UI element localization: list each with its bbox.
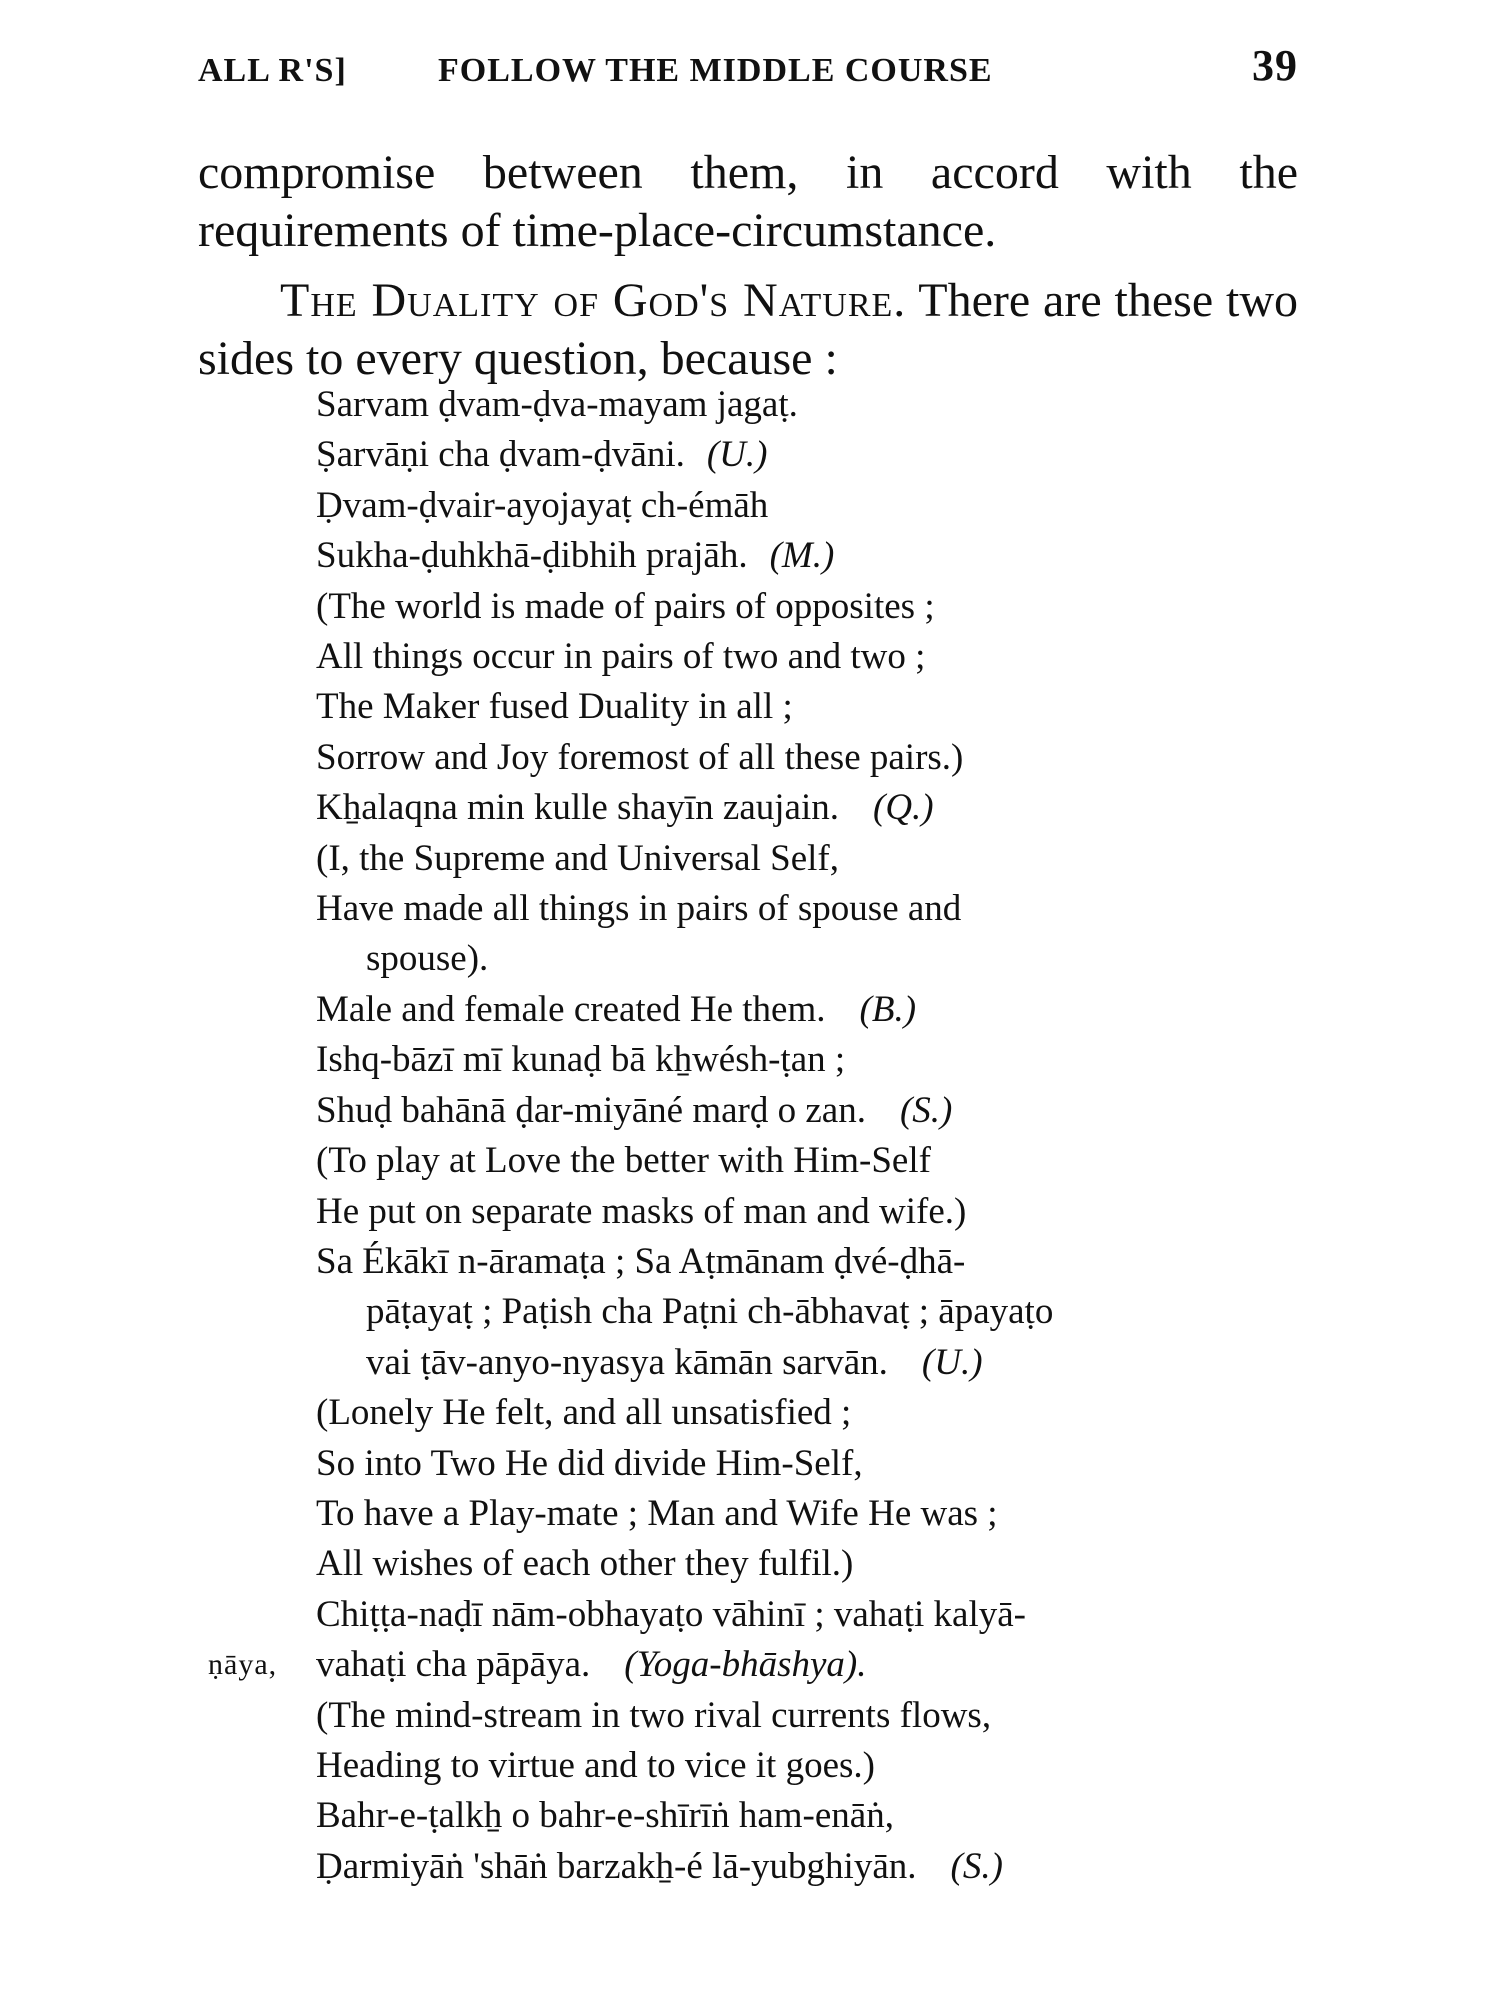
source-citation: (M.) — [769, 535, 835, 577]
verse-line: (The mind-stream in two rival currents flows, — [316, 1694, 992, 1736]
verse-text: vai ṭāv-anyo-nyasya kāmān sarvān. — [366, 1341, 888, 1383]
verse-line: So into Two He did divide Him-Self, — [316, 1442, 863, 1484]
verse-line: spouse). — [366, 938, 489, 980]
verse-line: (The world is made of pairs of opposites ; — [316, 585, 935, 627]
verse-line: Ishq-bāzī mī kunaḍ bā kẖwésh-ṭan ; — [316, 1039, 846, 1081]
verse-line: Heading to virtue and to vice it goes.) — [316, 1744, 875, 1786]
marginal-fragment: ṇāya, — [208, 1648, 278, 1682]
verse-line — [316, 985, 1306, 1035]
verse-text: Sukha-ḍuhkhā-ḍibhih prajāh. — [316, 535, 748, 577]
header-section-mark: ALL R'S] — [198, 52, 347, 89]
page-number: 39 — [1252, 41, 1298, 90]
paragraph-duality — [198, 272, 1298, 388]
verse-line — [316, 430, 1306, 480]
verse-text: Ḍarmiyāṅ 'shāṅ barzakẖ-é lā-yubghiyān. — [316, 1845, 917, 1887]
verse-line — [316, 1842, 1306, 1892]
source-citation: (U.) — [921, 1341, 983, 1383]
verse-line — [208, 1640, 1306, 1690]
verse-text: Ṣarvāṇi cha ḍvam-ḍvāni. — [316, 434, 685, 476]
verse-line: Sa Ékākī n-āramaṭa ; Sa Aṭmānam ḍvé-ḍhā- — [316, 1240, 966, 1282]
verse-line: Sarvam ḍvam-ḍva-mayam jagaṭ. — [316, 384, 798, 425]
verse-line — [316, 531, 1306, 581]
running-header — [198, 40, 1298, 100]
source-citation: (Q.) — [873, 787, 934, 829]
source-citation: (S.) — [950, 1845, 1003, 1887]
source-citation: (S.) — [899, 1089, 953, 1131]
verse-line: (To play at Love the better with Him-Self — [316, 1140, 931, 1182]
verse-line: Ḍvam-ḍvair-ayojayaṭ ch-émāh — [316, 484, 769, 526]
verse-text: Kẖalaqna min kulle shayīn zaujain. — [316, 787, 839, 829]
verse-line: Chiṭṭa-naḍī nām-obhayaṭo vāhinī ; vahaṭi kalyā- — [316, 1593, 1026, 1635]
verse-line: All wishes of each other they fulfil.) — [316, 1543, 854, 1585]
verse-line: pāṭayaṭ ; Paṭish cha Paṭni ch-ābhavaṭ ; āpayaṭo — [366, 1291, 1054, 1333]
verse-line: To have a Play-mate ; Man and Wife He was ; — [316, 1492, 998, 1534]
verse-line: The Maker fused Duality in all ; — [316, 686, 793, 728]
source-citation: (B.) — [859, 988, 917, 1030]
verse-line: (I, the Supreme and Universal Self, — [316, 837, 839, 879]
paragraph-text: There are these two sides to every question, because : — [198, 274, 1298, 385]
verse-text: vahaṭi cha pāpāya. — [316, 1644, 591, 1686]
verse-line: He put on separate masks of man and wife.) — [316, 1190, 967, 1232]
verse-line: All things occur in pairs of two and two ; — [316, 636, 926, 678]
verse-line — [316, 1338, 1306, 1388]
paragraph-compromise: compromise between them, in accord with the requirements of time-place-circumstance. — [198, 146, 1298, 257]
section-heading: The Duality of God's Nature. — [280, 274, 907, 327]
verse-line: Have made all things in pairs of spouse and — [316, 888, 962, 930]
verse-line: (Lonely He felt, and all unsatisfied ; — [316, 1392, 852, 1434]
verse-line — [316, 1086, 1306, 1136]
header-title: FOLLOW THE MIDDLE COURSE — [438, 52, 993, 89]
source-citation: (Yoga-bhāshya). — [624, 1644, 867, 1686]
source-citation: (U.) — [706, 434, 768, 476]
verse-line — [316, 783, 1306, 833]
verse-block — [208, 380, 1306, 1892]
verse-line: Bahr-e-ṭalkẖ o bahr-e-shīrīṅ ham-enāṅ, — [316, 1795, 894, 1837]
verse-text: Male and female created He them. — [316, 988, 826, 1030]
verse-text: Shuḍ bahānā ḍar-miyāné marḍ o zan. — [316, 1089, 866, 1131]
verse-line: Sorrow and Joy foremost of all these pairs.) — [316, 736, 964, 778]
